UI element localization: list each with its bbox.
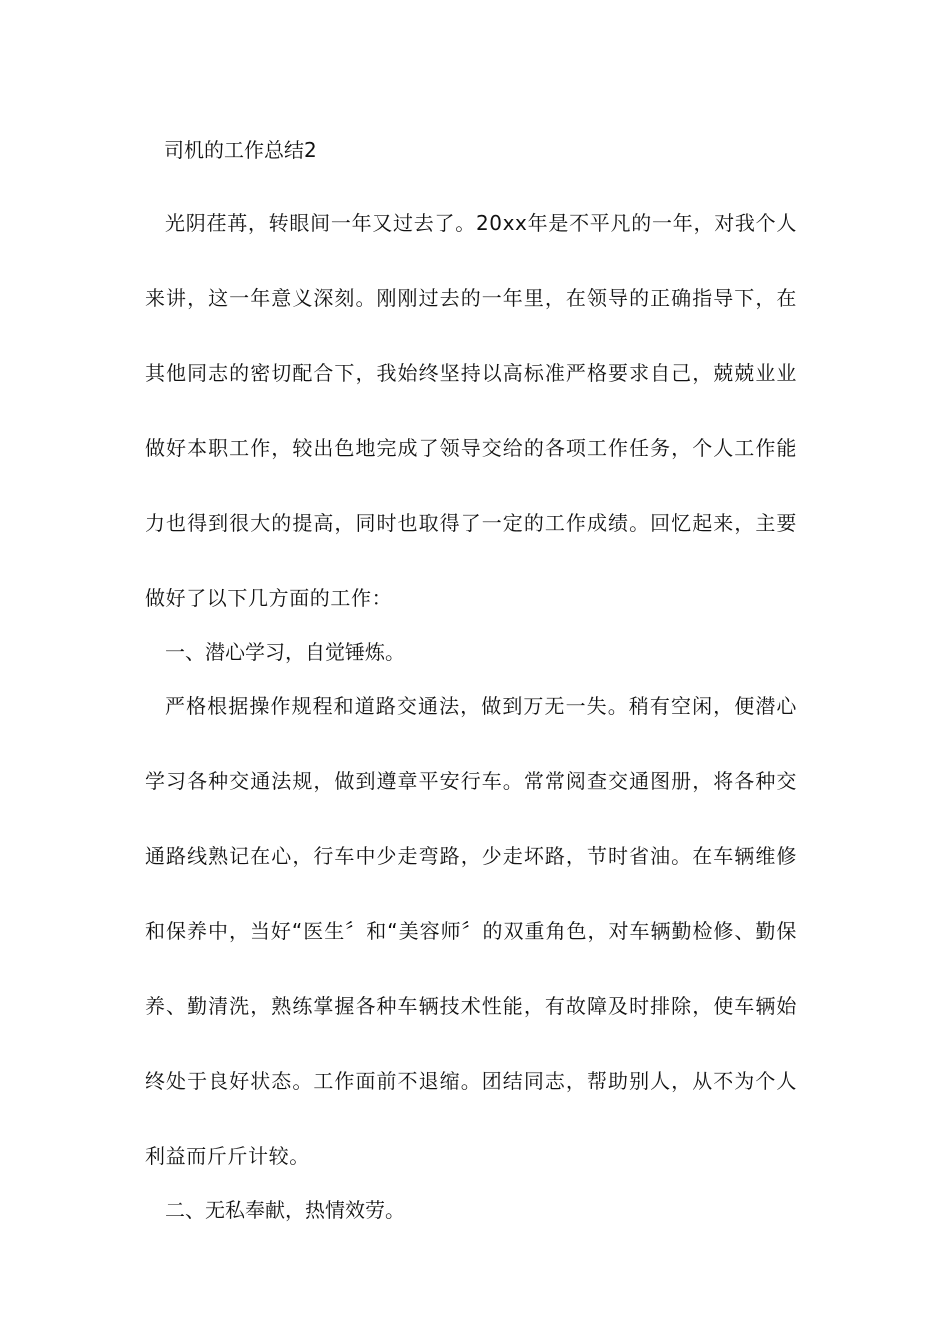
section-heading-2: 二、无私奉献，热情效劳。 [165,1198,405,1222]
section-1-paragraph: 严格根据操作规程和道路交通法，做到万无一失。稍有空闲，便潜心学习各种交通法规，做到遵章平安行车。常常阅查交通图册，将各种交通路线熟记在心，行车中少走弯路，少走坏路，节时省油。在车辆维修和保养中，当好“医生〞和“美容师〞的双重角色，对车辆勤检修、勤保养、勤清洗，熟练掌握各种车辆技术性能，有故障及时排除，使车辆始终处于良好状态。工作面前不退缩。团结同志，帮助别人，从不为个人利益而斤斤计较。 [145,694,797,1168]
document-title: 司机的工作总结2 [164,138,317,162]
intro-paragraph: 光阴荏苒，转眼间一年又过去了。20xx年是不平凡的一年，对我个人来讲，这一年意义深刻。刚刚过去的一年里，在领导的正确指导下，在其他同志的密切配合下，我始终坚持以高标准严格要求自己，兢兢业业做好本职工作，较出色地完成了领导交给的各项工作任务，个人工作能力也得到很大的提高，同时也取得了一定的工作成绩。回忆起来，主要做好了以下几方面的工作： [145,211,797,610]
document-body [145,134,797,1248]
section-heading-1: 一、潜心学习，自觉锤炼。 [165,640,405,664]
